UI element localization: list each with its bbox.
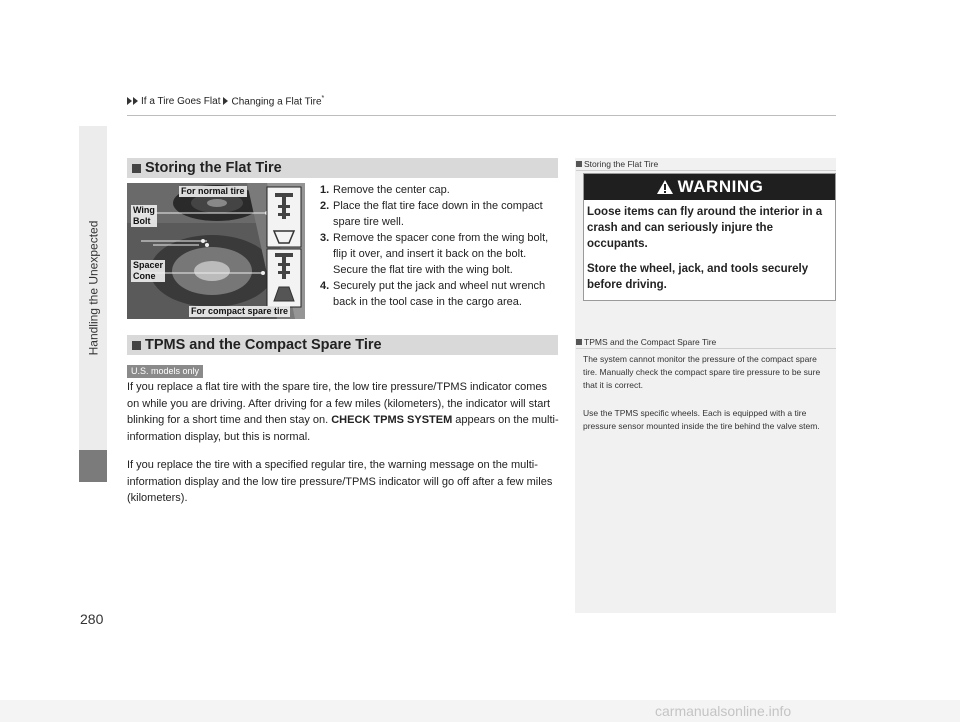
image-label-normal: For normal tire xyxy=(181,186,245,196)
image-label-compact: For compact spare tire xyxy=(191,306,289,316)
region-badge: U.S. models only xyxy=(127,365,203,378)
image-label-wing-bolt: Wing Bolt xyxy=(133,205,155,226)
tpms-note-1: The system cannot monitor the pressure of the compact spare tire. Manually check the compact spare tire pressure to be sure that it is correct. xyxy=(583,354,821,390)
warning-text-1: Loose items can fly around the interior in a crash and can seriously injure the occupants. xyxy=(587,206,823,250)
page-number: 280 xyxy=(80,611,104,627)
section-header-tpms xyxy=(127,335,558,355)
note-title-tpms: TPMS and the Compact Spare Tire xyxy=(576,337,716,347)
tpms-paragraph-2: If you replace the tire with a specified regular tire, the warning message on the multi-information display and the low tire pressure/TPMS indicator will go off after a few miles (kilometers). xyxy=(127,459,553,504)
note-ref-icon xyxy=(576,161,582,167)
step-item: 3. Remove the spacer cone from the wing bolt, flip it over, and insert it back on the bolt. Secure the flat tire with the wing bolt. xyxy=(320,232,549,276)
side-tab-label[interactable]: Handling the Unexpected xyxy=(86,220,101,356)
warning-triangle-icon xyxy=(656,179,674,195)
footer-strip xyxy=(0,700,960,722)
watermark[interactable]: carmanualsonline.info xyxy=(655,703,792,719)
step-item: 1. Remove the center cap. xyxy=(320,184,450,196)
breadcrumb-topic[interactable]: Changing a Flat Tire* xyxy=(231,95,325,108)
breadcrumb-section[interactable]: If a Tire Goes Flat xyxy=(141,95,221,107)
note-divider xyxy=(576,348,836,349)
header-divider xyxy=(127,115,836,116)
storing-steps xyxy=(320,182,560,310)
warning-text-2: Store the wheel, jack, and tools securely before driving. xyxy=(587,263,809,291)
breadcrumb-arrow-icon xyxy=(223,97,228,105)
warning-header: WARNING xyxy=(584,174,835,200)
note-divider xyxy=(576,170,836,171)
section-header-storing xyxy=(127,158,558,178)
side-tab-marker xyxy=(79,450,107,482)
section-title: Storing the Flat Tire xyxy=(145,160,282,176)
note-ref-icon xyxy=(576,339,582,345)
wing-bolt-compact-icon xyxy=(267,249,301,307)
step-item: 2. Place the flat tire face down in the compact spare tire well. xyxy=(320,200,543,228)
step-item: 4. Securely put the jack and wheel nut wrench back in the tool case in the cargo area. xyxy=(320,280,546,308)
breadcrumb xyxy=(127,95,324,107)
section-square-icon xyxy=(132,164,141,173)
note-title-storing: Storing the Flat Tire xyxy=(576,159,658,169)
tpms-note-2: Use the TPMS specific wheels. Each is equipped with a tire pressure sensor mounted inside the tire behind the valve stem. xyxy=(583,408,820,431)
tpms-paragraph-1: If you replace a flat tire with the spare tire, the low tire pressure/TPMS indicator comes on while you are driving. After driving for a few miles (kilometers), the indicator will start blinking for a short time and then stay on. CHECK TPMS SYSTEM appears on the multi-information display, but this is normal. xyxy=(127,381,559,443)
image-label-spacer-cone: Spacer Cone xyxy=(133,260,164,281)
section-title: TPMS and the Compact Spare Tire xyxy=(145,337,382,353)
check-tpms-message: CHECK TPMS SYSTEM xyxy=(331,414,453,426)
breadcrumb-arrow-icon xyxy=(133,97,138,105)
asterisk-mark: * xyxy=(321,95,325,102)
wing-bolt-normal-icon xyxy=(267,187,301,247)
breadcrumb-arrow-icon xyxy=(127,97,132,105)
tire-well-illustration xyxy=(127,183,305,319)
spare-tire-well-image xyxy=(127,183,305,319)
section-square-icon xyxy=(132,341,141,350)
